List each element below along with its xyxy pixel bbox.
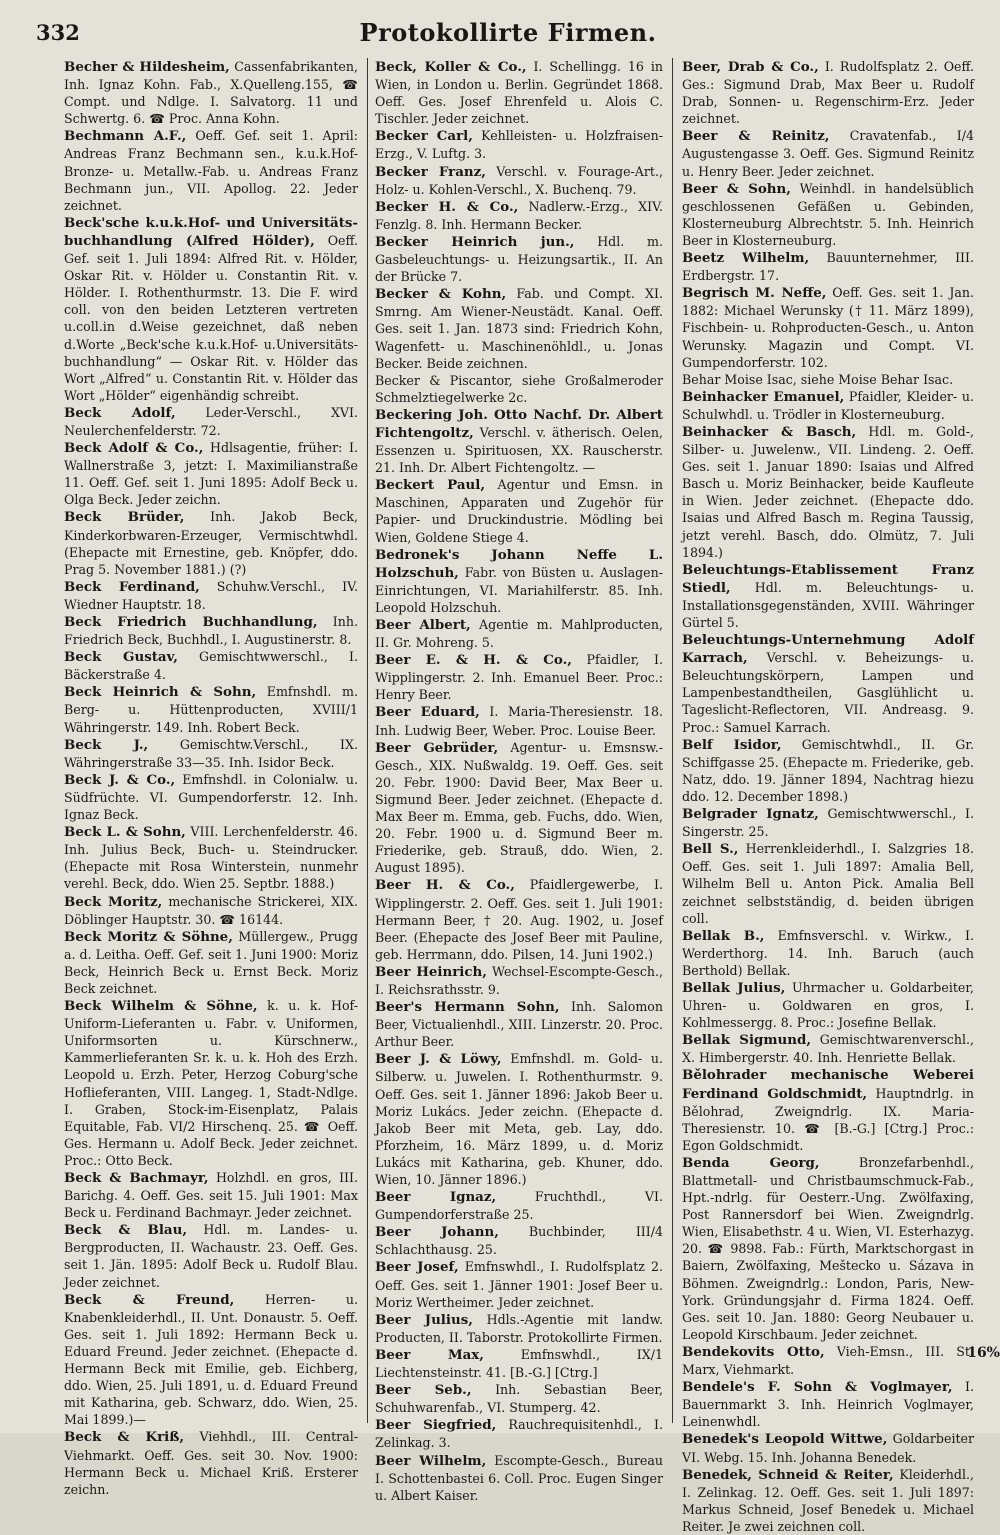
firm-details: Oeff. Gef. seit 1. Juli 1894: Alfred Rit. v. Hölder, Oskar Rit. v. Hölder u. Constantin Rit. v. Hölder. I. Rothenthurmstr. 13. Die F. wird coll. von den beiden Letzteren vertreten u.coll.in d.Weise gezeichnet, daß neben d.Worte „Beck'sche k.u.k.Hof- u.Universitäts-buchhandlung“ — Oskar Rit. v. Hölder das Wort „Alfred“ u. Constantin Rit. v. Hölder das Wort „Hölder“ eigenhändig schreibt.	[64, 232, 358, 403]
firm-name: Beck Moritz & Söhne,	[64, 928, 233, 945]
firm-entry	[64, 928, 358, 997]
firm-name: Beer H. & Co.,	[375, 877, 515, 894]
firm-name: Becker & Kohn,	[375, 286, 507, 303]
firm-entry	[64, 893, 358, 928]
firm-details: Gemischtwwerschl., I. Bäckerstraße 4.	[64, 649, 358, 683]
firm-entry	[64, 613, 358, 648]
firm-name: Becker Franz,	[375, 163, 486, 180]
firm-entry	[64, 508, 358, 577]
firm-name: Bendele's F. Sohn & Voglmayer,	[682, 1379, 953, 1396]
firm-details: Nadlerw.-Erzg., XIV. Fenzlg. 8. Inh. Hermann Becker.	[375, 198, 663, 232]
firm-entry	[682, 1430, 974, 1465]
firm-entry	[375, 1050, 663, 1188]
firm-name: Beer & Reinitz,	[682, 128, 830, 145]
firm-details: Hdl. m. Gold-, Silber- u. Juwelenw., VII. Lindeng. 2. Oeff. Ges. seit 1. Januar 1890: Isaias und Alfred Basch u. Moriz Beinhacker, beide Kaufleute in Wien. Jeder zeichnet. (Ehepacte ddo. Isaias und Alfred Basch m. Regina Taussig, jetzt verehl. Basch, ddo. Olmütz, 7. Juli 1894.)	[682, 423, 974, 560]
firm-name: Bělohrader mechanische Weberei Ferdinand Goldschmidt,	[682, 1067, 974, 1102]
firm-entry	[682, 423, 974, 561]
firm-name: Beck, Koller & Co.,	[375, 59, 527, 75]
firm-details: Inh. Salomon Beer, Victualienhdl., XIII. Linzerstr. 20. Proc. Arthur Beer.	[375, 999, 663, 1050]
page-header	[36, 10, 980, 54]
firm-details: Viehhdl., III. Central-Viehmarkt. Oeff. Ges. seit 30. Nov. 1900: Hermann Beck u. Michael Kriß. Ersterer zeichn.	[64, 1429, 358, 1497]
firm-details: Holzhdl. en gros, III. Barichg. 4. Oeff. Ges. seit 15. Juli 1901: Max Beck u. Ferdinand Bachmayr. Jeder zeichnet.	[64, 1170, 358, 1221]
firm-name: Beinhacker & Basch,	[682, 423, 857, 440]
firm-entry	[64, 404, 358, 439]
firm-entry	[375, 1223, 663, 1258]
firm-name: Beer Max,	[375, 1346, 484, 1363]
firm-entry	[682, 561, 974, 631]
firm-entry	[682, 1466, 974, 1535]
firm-name: Benedek's Leopold Wittwe,	[682, 1431, 888, 1448]
firm-entry	[375, 616, 663, 651]
firm-details: Wechsel-Escompte-Gesch., I. Reichsrathsstr. 9.	[375, 963, 663, 997]
firm-name: Beer, Drab & Co.,	[682, 59, 819, 75]
firm-entry	[682, 1031, 974, 1066]
firm-entry	[375, 406, 663, 476]
firm-entry	[375, 963, 663, 998]
firm-details: Fab. und Compt. XI. Smrng. Am Wiener-Neustädt. Kanal. Oeff. Ges. seit 1. Jan. 1873 sind: Friedrich Kohn, Wagenfett- u. Maschinenöhldl., u. Jonas Becker. Beide zeichnen.	[375, 286, 664, 371]
firm-name: Beer Seb.,	[375, 1382, 472, 1399]
firm-entry	[375, 651, 663, 703]
firm-entry	[682, 388, 974, 423]
firm-name: Beer Johann,	[375, 1224, 499, 1241]
firm-details: I. Schellingg. 16 in Wien, in London u. Berlin. Gegründet 1868. Oeff. Ges. Josef Ehrenfeld u. Alois C. Tischler. Jeder zeichnet.	[375, 59, 663, 127]
firm-details: Hdls.-Agentie mit landw. Producten, II. Taborstr. Protokollirte Firmen.	[375, 1311, 663, 1345]
firm-details: Gemischtwarenverschl., X. Himbergerstr. 40. Inh. Henriette Bellak.	[682, 1032, 974, 1066]
firm-details: Emfnswhdl., IX/1 Liechtensteinstr. 41. [B.-G.] [Ctrg.]	[375, 1346, 664, 1381]
firm-entry	[682, 979, 974, 1031]
firm-entry	[375, 998, 663, 1050]
firm-entry	[682, 1154, 974, 1343]
column-2	[369, 58, 669, 1503]
firm-details: Emfnswhdl., I. Rudolfsplatz 2. Oeff. Ges. seit 1. Jänner 1901: Josef Beer u. Moriz Wertheimer. Jeder zeichnet.	[375, 1259, 664, 1310]
firm-name: Belgrader Ignatz,	[682, 806, 819, 823]
column-divider	[367, 58, 368, 1423]
firm-entry	[64, 214, 358, 404]
firm-entry	[64, 997, 358, 1169]
firm-name: Benedek, Schneid & Reiter,	[682, 1466, 894, 1483]
firm-details: Agentie m. Mahlproducten, II. Gr. Mohreng. 5.	[375, 617, 663, 651]
firm-name: Beck Heinrich & Sohn,	[64, 684, 257, 701]
firm-entry	[375, 285, 663, 371]
firm-entry	[682, 58, 974, 127]
column-3	[674, 58, 975, 1534]
firm-name: Beck L. & Sohn,	[64, 824, 186, 841]
firm-name: Beck J. & Co.,	[64, 771, 176, 788]
firm-details: Inh. Friedrich Beck, Buchhdl., I. Augustinerstr. 8.	[64, 614, 358, 648]
firm-details: Cravatenfab., I/4 Augustengasse 3. Oeff. Ges. Sigmund Reinitz u. Henry Beer. Jeder zeichnet.	[682, 128, 974, 179]
firm-entry	[375, 546, 663, 616]
firm-entry	[375, 1381, 663, 1416]
firm-details: Kehlleisten- u. Holzfraisen-Erzg., V. Luftg. 3.	[375, 128, 663, 162]
firm-entry	[375, 127, 663, 162]
firm-entry	[64, 439, 358, 508]
firm-details: Oeff. Ges. seit 1. Jan. 1882: Michael Werunsky († 11. März 1899), Fischbein- u. Rohproducten-Gesch., u. Anton Werunsky. Magazin und Compt. VI. Gumpendorferstr. 102.	[682, 285, 974, 370]
firm-details: I. Maria-Theresienstr. 18. Inh. Ludwig Beer, Weber. Proc. Louise Beer.	[375, 704, 664, 738]
firm-name: Becker Heinrich jun.,	[375, 233, 575, 250]
firm-entry	[682, 127, 974, 179]
column-1	[64, 58, 364, 1497]
firm-name: Belf Isidor,	[682, 736, 782, 753]
firm-entry	[375, 476, 663, 545]
firm-details: Agentur und Emsn. in Maschinen, Apparaten und Zugehör für Papier- und Druckindustrie. Mödling bei Wien, Goldene Stiege 4.	[375, 477, 664, 545]
firm-details: Müllergew., Prugg a. d. Leitha. Oeff. Gef. seit 1. Juni 1900: Moriz Beck, Heinrich Beck u. Ernst Beck. Moriz Beck zeichnet.	[64, 928, 358, 996]
firm-details: Schuhw.Verschl., IV. Wiedner Hauptstr. 18.	[64, 578, 358, 612]
firm-name: Beer Eduard,	[375, 704, 480, 721]
firm-name: Beer Gebrüder,	[375, 739, 499, 756]
firm-name: Beinhacker Emanuel,	[682, 388, 845, 405]
firm-name: Beck Moritz,	[64, 893, 163, 910]
firm-name: Beck J.,	[64, 736, 149, 753]
firm-name: Bendekovits Otto,	[682, 1343, 825, 1360]
firm-name: Begrisch M. Neffe,	[682, 285, 827, 302]
firm-name: Beer Heinrich,	[375, 963, 487, 980]
firm-details: Bronzefarbenhdl., Blattmetall- und Christbaumschmuck-Fab., Hpt.-ndrlg. für Oesterr.-Ung. Zwölfaxing, Post Rannersdorf bei Wien. Zweigndrlg. Wien, Elisabethstr. 4 u. Wien, VI. Esterhazyg. 20. ☎ 9898. Fab.: Fürth, Marktschorgast in Baiern, Zwölfaxing, Meštecko u. Sázava in Böhmen. Zweigndrlg.: London, Paris, New-York. Gründungsjahr d. Firma 1824. Oeff. Ges. seit 10. Jan. 1880: Georg Neubauer u. Leopold Kirschbaum. Jeder zeichnet.	[682, 1154, 974, 1342]
firm-details: Inh. Jakob Beck, Kinderkorbwaren-Erzeuger, Vermischtwhdl. (Ehepacte mit Ernestine, geb. Knöpfer, ddo. Prag 5. November 1881.) (?)	[64, 509, 358, 577]
firm-entry	[64, 58, 358, 127]
firm-name: Beer Ignaz,	[375, 1189, 497, 1206]
column-divider	[672, 58, 673, 1423]
firm-name: Beck Adolf,	[64, 404, 176, 421]
firm-entry	[64, 1428, 358, 1497]
firm-entry	[682, 805, 974, 840]
running-title: Protokollirte Firmen.	[359, 18, 657, 47]
firm-entry	[682, 180, 974, 249]
firm-entry	[682, 1378, 974, 1430]
firm-name: Beleuchtungs-Unternehmung Adolf Karrach,	[682, 632, 974, 667]
firm-entry	[682, 631, 974, 736]
firm-entry	[64, 736, 358, 771]
firm-entry	[375, 1346, 663, 1381]
firm-details: Verschl. v. Beheizungs- u. Beleuchtungskörpern, Lampen und Lampenbestandtheilen, Gasglühlicht u. Tageslicht-Reflectoren, VII. Andreasg. 9. Proc.: Samuel Karrach.	[682, 650, 974, 735]
firm-details: Inh. Sebastian Beer, Schuhwarenfab., VI. Stumperg. 42.	[375, 1382, 663, 1416]
firm-entry	[682, 736, 974, 805]
firm-details: Hdl. m. Landes- u. Bergproducten, II. Wachaustr. 23. Oeff. Ges. seit 1. Jän. 1895: Adolf Beck u. Rudolf Blau. Jeder zeichnet.	[64, 1222, 358, 1290]
firm-name: Benda Georg,	[682, 1154, 820, 1171]
firm-details: Pfaidler, I. Wipplingerstr. 2. Inh. Emanuel Beer. Proc.: Henry Beer.	[375, 652, 663, 703]
firm-details: Escompte-Gesch., Bureau I. Schottenbastei 6. Coll. Proc. Eugen Singer u. Albert Kaiser.	[375, 1452, 663, 1503]
firm-details: Oeff. Gef. seit 1. April: Andreas Franz Bechmann sen., k.u.k.Hof-Bronze- u. Metallw.-Fab. u. Andreas Franz Bechmann jun., VII. Apollog. 22. Jeder zeichnet.	[64, 128, 358, 213]
firm-details: I. Rudolfsplatz 2. Oeff. Ges.: Sigmund Drab, Max Beer u. Rudolf Drab, Sonnen- u. Regenschirm-Erz. Jeder zeichnet.	[682, 59, 975, 127]
firm-details: Goldarbeiter VI. Webg. 15. Inh. Johanna Benedek.	[682, 1431, 975, 1465]
firm-details: Hdlsagentie, früher: I. Wallnerstraße 3, jetzt: I. Maximilianstraße 11. Oeff. Gef. seit 1. Juni 1895: Adolf Beck u. Olga Beck. Jeder zeichn.	[64, 440, 358, 508]
firm-name: Beer Josef,	[375, 1259, 459, 1276]
firm-details: Gemischtwhdl., II. Gr. Schiffgasse 25. (Ehepacte m. Friederike, geb. Natz, ddo. 19. Jänner 1894, Nachtrag hiezu ddo. 12. December 1898.)	[682, 736, 974, 804]
firm-details: VIII. Lerchenfelderstr. 46. Inh. Julius Beck, Buch- u. Steindrucker. (Ehepacte mit Rosa Winterstein, nunmehr verehl. Beck, ddo. Wien 25. Septbr. 1888.)	[64, 824, 358, 892]
firm-details: Fabr. von Büsten u. Auslagen-Einrichtungen, VI. Mariahilferstr. 85. Inh. Leopold Holzschuh.	[375, 564, 663, 615]
firm-details: Uhrmacher u. Goldarbeiter, Uhren- u. Goldwaren en gros, I. Kohlmessergg. 8. Proc.: Josefine Bellak.	[682, 979, 975, 1031]
firm-name: Becker Carl,	[375, 128, 473, 145]
firm-details: Hauptndrlg. in Bělohrad, Zweigndrlg. IX. Maria-Theresienstr. 10. ☎ [B.-G.] [Ctrg.] Proc.: Egon Goldschmidt.	[682, 1085, 975, 1153]
firm-details: Bauunternehmer, III. Erdbergstr. 17.	[682, 250, 974, 284]
firm-entry	[64, 1169, 358, 1221]
firm-entry	[375, 739, 663, 877]
firm-entry	[64, 771, 358, 823]
firm-name: Bell S.,	[682, 841, 739, 858]
firm-details: Herren- u. Knabenkleiderhdl., II. Unt. Donaustr. 5. Oeff. Ges. seit 1. Juli 1892: Hermann Beck u. Eduard Freund. Jeder zeichnet. (Ehepacte d. Hermann Beck mit Emilie, geb. Eichberg, ddo. Wien, 25. Juli 1891, u. d. Eduard Freund mit Katharina, geb. Schwarz, ddo. Wien, 25. Mai 1899.)—	[64, 1291, 359, 1428]
firm-entry	[682, 1066, 974, 1153]
firm-name: Beer's Hermann Sohn,	[375, 999, 560, 1016]
firm-details: I. Bauernmarkt 3. Inh. Heinrich Voglmayer, Leinenwhdl.	[682, 1379, 974, 1430]
firm-entry	[682, 284, 974, 370]
firm-name: Beckert Paul,	[375, 477, 486, 494]
firm-name: Beck & Blau,	[64, 1222, 187, 1239]
firm-details: Emfnshdl. in Colonialw. u. Südfrüchte. VI. Gumpendorferstr. 12. Inh. Ignaz Beck.	[64, 771, 358, 823]
firm-entry	[682, 840, 974, 926]
firm-name: Bechmann A.F.,	[64, 128, 187, 145]
firm-name: Beleuchtungs-Etablissement Franz Stiedl,	[682, 561, 974, 596]
firm-details: Agentur- u. Emsnsw.-Gesch., XIX. Nußwaldg. 19. Oeff. Ges. seit 20. Febr. 1900: David Beer, Max Beer u. Sigmund Beer. Jeder zeichnet. (Ehepacte d. Max Beer m. Emma, geb. Fuchs, ddo. Wien, 20. Febr. 1900 u. d. Sigmund Beer m. Friederike, geb. Strauß, ddo. Wien, 2. August 1895).	[375, 739, 663, 876]
firm-entry	[375, 1188, 663, 1223]
firm-entry	[64, 683, 358, 735]
firm-name: Beer J. & Löwy,	[375, 1051, 502, 1068]
firm-details: Weinhdl. in handelsüblich geschlossenen Gefäßen u. Gebinden, Klosterneuburg Albrechtstr. 5. Inh. Heinrich Beer in Klosterneuburg.	[682, 180, 974, 248]
firm-name: Beer Siegfried,	[375, 1417, 497, 1434]
firm-entry	[375, 703, 663, 738]
firm-name: Bellak Sigmund,	[682, 1032, 812, 1049]
firm-details: Gemischtw.Verschl., IX. Währingerstraße 33—35. Inh. Isidor Beck.	[64, 736, 358, 770]
firm-entry	[64, 648, 358, 683]
firm-name: Becher & Hildesheim,	[64, 59, 230, 75]
firm-entry	[682, 1343, 974, 1378]
firm-name: Bedronek's Johann Neffe L. Holzschuh,	[375, 546, 663, 581]
firm-entry	[375, 1452, 663, 1504]
firm-details: Emfnshdl. m. Gold- u. Silberw. u. Juwelen. I. Rothenthurmstr. 9. Oeff. Ges. seit 1. Jänner 1896: Jakob Beer u. Moriz Lukács. Jeder zeichn. (Ehepacte d. Jakob Beer mit Meta, geb. Lay, ddo. Pforzheim, 16. März 1899, u. d. Moriz Lukács mit Katharina, geb. Khuner, ddo. Wien, 10. Jänner 1896.)	[375, 1051, 663, 1187]
firm-name: Beck Ferdinand,	[64, 578, 200, 595]
firm-name: Beer Wilhelm,	[375, 1452, 487, 1469]
firm-name: Beck & Bachmayr,	[64, 1170, 209, 1186]
firm-details: Verschl. v. Fourage-Art., Holz- u. Kohlen-Verschl., X. Buchenq. 79.	[375, 163, 663, 197]
firm-details: Gemischtwwerschl., I. Singerstr. 25.	[682, 806, 974, 840]
firm-entry	[375, 198, 663, 233]
firm-name: Beer Julius,	[375, 1311, 473, 1328]
firm-name: Beck Gustav,	[64, 649, 178, 666]
firm-entry	[682, 371, 974, 388]
firm-details: Kleiderhdl., I. Zelinkag. 12. Oeff. Ges. seit 1. Juli 1897: Markus Schneid, Josef Benedek u. Michael Reiter. Je zwei zeichnen coll.	[682, 1466, 974, 1534]
page-number: 332	[36, 20, 80, 45]
firm-name: Becker H. & Co.,	[375, 198, 519, 215]
firm-name: Beck & Kriß,	[64, 1429, 185, 1446]
firm-entry	[682, 249, 974, 284]
firm-details: Cassenfabrikanten, Inh. Ignaz Kohn. Fab., X.Quelleng.155, ☎ Compt. und Ndlge. I. Salvatorg. 11 und Schwertg. 6. ☎ Proc. Anna Kohn.	[64, 59, 358, 127]
firm-name: Bellak B.,	[682, 927, 765, 944]
firm-name: Beetz Wilhelm,	[682, 250, 810, 267]
firm-name: Beck Adolf & Co.,	[64, 440, 204, 457]
firm-name: Beckering Joh. Otto Nachf. Dr. Albert Fichtengoltz,	[375, 406, 663, 441]
firm-details: Hdl. m. Gasbeleuchtungs- u. Heizungsartik., II. An der Brücke 7.	[375, 233, 663, 285]
firm-details: Buchbinder, III/4 Schlachthausg. 25.	[375, 1224, 663, 1258]
firm-details: Becker & Piscantor, siehe Großalmeroder Schmelztiegelwerke 2c.	[375, 372, 663, 405]
firm-entry	[64, 127, 358, 213]
firm-entry	[375, 372, 663, 406]
firm-details: Vieh-Emsn., III. St. Marx, Viehmarkt.	[682, 1343, 974, 1378]
firm-details: Pfaidler, Kleider- u. Schulwhdl. u. Trödler in Klosterneuburg.	[682, 388, 975, 422]
firm-entry	[375, 1416, 663, 1451]
firm-details: Pfaidlergewerbe, I. Wipplingerstr. 2. Oeff. Ges. seit 1. Juli 1901: Hermann Beer, † 20. Aug. 1902, u. Josef Beer. (Ehepacte des Josef Beer mit Pauline, geb. Herrmann, ddo. Pilsen, 14. Juni 1902.)	[375, 877, 663, 962]
firm-details: Emfnsverschl. v. Wirkw., I. Werderthorg. 14. Inh. Baruch (auch Berthold) Bellak.	[682, 927, 974, 978]
firm-entry	[375, 233, 663, 285]
firm-entry	[64, 578, 358, 613]
firm-entry	[64, 1291, 358, 1429]
edge-mark: 16%	[967, 1345, 1000, 1361]
firm-details: Leder-Verschl., XVI. Neulerchenfelderstr. 72.	[64, 404, 358, 438]
firm-name: Beck Brüder,	[64, 509, 185, 526]
firm-name: Beck'sche k.u.k.Hof- und Universitäts-buchhandlung (Alfred Hölder),	[64, 214, 358, 249]
firm-details: Emfnshdl. m. Berg- u. Hüttenproducten, XVIII/1 Währingerstr. 149. Inh. Robert Beck.	[64, 684, 358, 735]
firm-entry	[682, 927, 974, 979]
firm-entry	[64, 823, 358, 892]
firm-name: Bellak Julius,	[682, 979, 786, 996]
firm-name: Beer E. & H. & Co.,	[375, 652, 572, 669]
firm-details: k. u. k. Hof-Uniform-Lieferanten u. Fabr. v. Uniformen, Uniformsorten u. Kürschnerw., Kammerlieferanten Sr. k. u. k. Hoh des Erzh. Leopold u. Erzh. Peter, Herzog Coburg'sche Hoflieferanten, VIII. Langeg. 1, Stadt-Ndlge. I. Graben, Stock-im-Eisenplatz, Palais Equitable, Fab. VI/2 Hirschenq. 25. ☎ Oeff. Ges. Hermann u. Adolf Beck. Jeder zeichnet. Proc.: Otto Beck.	[64, 998, 358, 1168]
firm-entry	[375, 58, 663, 127]
directory-columns	[64, 58, 975, 1534]
firm-details: Verschl. v. ätherisch. Oelen, Essenzen u. Spirituosen, XX. Rauscherstr. 21. Inh. Dr. Albert Fichtengoltz. —	[375, 424, 663, 476]
firm-details: Fruchthdl., VI. Gumpendorferstraße 25.	[375, 1189, 663, 1223]
firm-details: Herrenkleiderhdl., I. Salzgries 18. Oeff. Ges. seit 1. Juli 1897: Amalia Bell, Wilhelm Bell u. Anton Pick. Amalia Bell zeichnet selbstständig, d. beiden übrigen coll.	[682, 841, 974, 926]
firm-entry	[64, 1221, 358, 1290]
firm-details: Hdl. m. Beleuchtungs- u. Installationsgegenständen, XVIII. Währinger Gürtel 5.	[682, 579, 974, 630]
firm-entry	[375, 876, 663, 962]
firm-name: Beer Albert,	[375, 617, 471, 633]
firm-entry	[375, 1311, 663, 1346]
firm-details: mechanische Strickerei, XIX. Döblinger Hauptstr. 30. ☎ 16144.	[64, 893, 358, 927]
firm-details: Rauchrequisitenhdl., I. Zelinkag. 3.	[375, 1417, 663, 1451]
firm-name: Beck & Freund,	[64, 1291, 235, 1308]
firm-entry	[375, 1258, 663, 1310]
firm-details: Behar Moise Isac, siehe Moise Behar Isac.	[682, 371, 954, 387]
firm-name: Beck Wilhelm & Söhne,	[64, 998, 258, 1015]
firm-name: Beer & Sohn,	[682, 180, 791, 197]
firm-name: Beck Friedrich Buchhandlung,	[64, 614, 318, 630]
firm-entry	[375, 163, 663, 198]
